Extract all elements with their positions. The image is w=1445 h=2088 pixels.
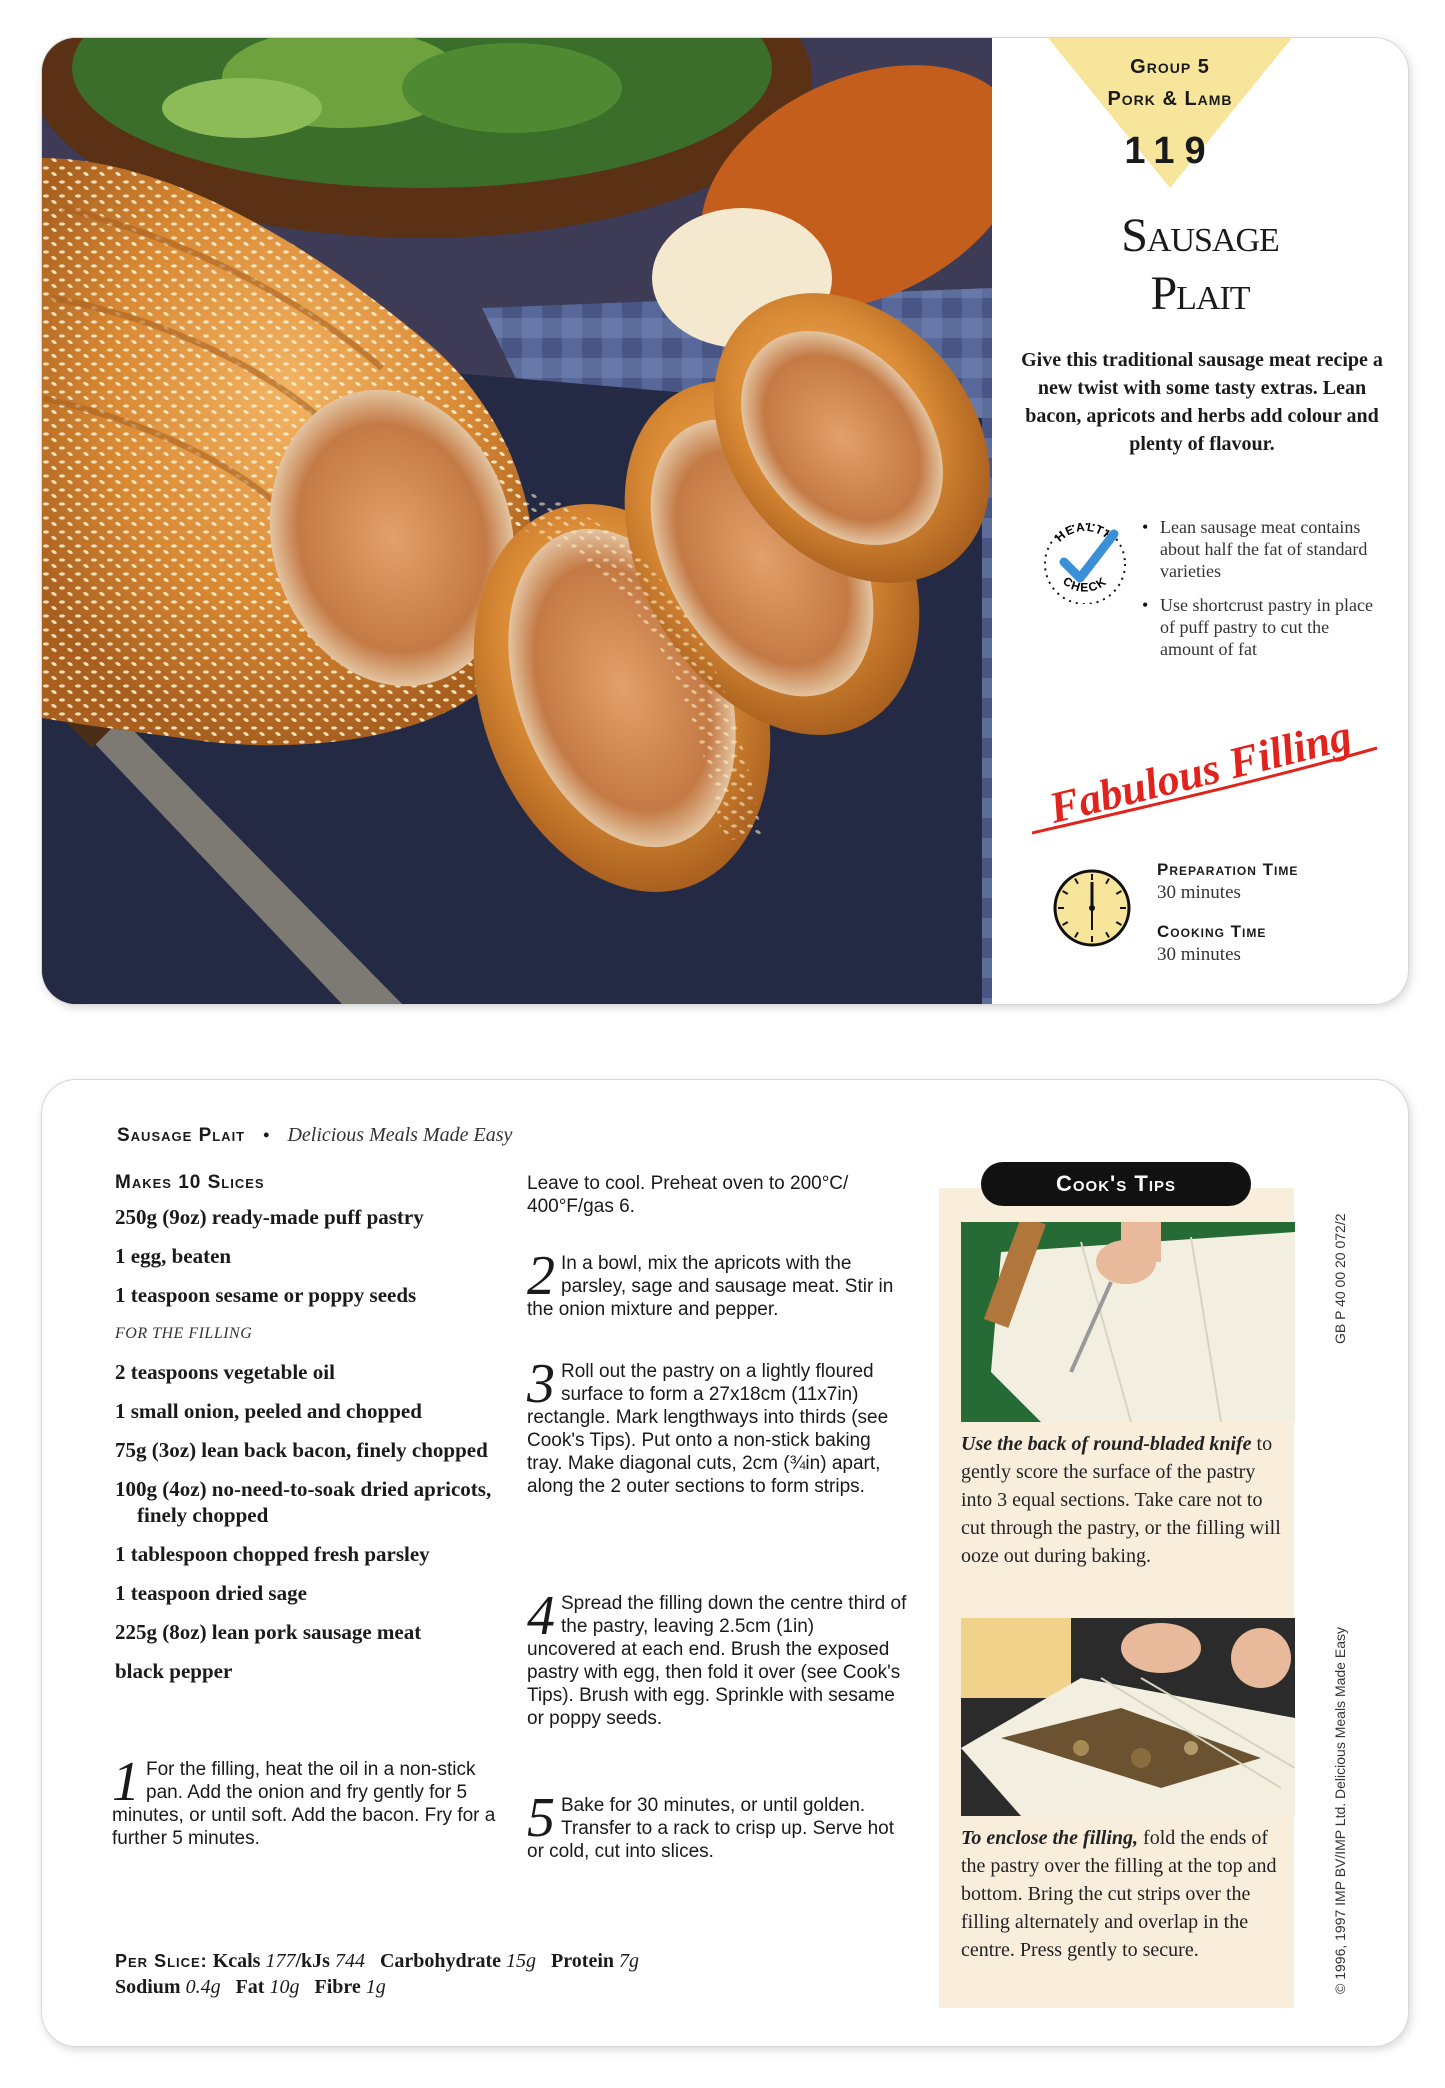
ingredients-column [115, 1172, 505, 1697]
step-text: For the filling, heat the oil in a non-stick pan. Add the onion and fry gently for 5 minutes, or until soft. Add the bacon. Fry for a further 5 minutes. [112, 1759, 496, 1849]
makes-label: Makes 10 Slices [115, 1172, 265, 1193]
ingredient-item: 100g (4oz) no-need-to-soak dried apricots, finely chopped [115, 1477, 492, 1527]
enclosing-filling-illustration [961, 1618, 1295, 1816]
recipe-intro: Give this traditional sausage meat recipe a new twist with some tasty extras. Lean bacon, apricots and herbs add colour and plenty of flavour. [1021, 349, 1383, 455]
cooks-tips-header: Cook's Tips [981, 1162, 1251, 1206]
nutrient-name: Sodium [115, 1976, 181, 1998]
product-code: GB P 40 00 20 072/2 [1332, 1213, 1348, 1344]
front-info-panel [992, 38, 1408, 1004]
ingredient-item: black pepper [115, 1659, 233, 1683]
nutrient-value: 0.4g [185, 1976, 221, 1998]
ingredient-item: 2 teaspoons vegetable oil [115, 1360, 335, 1384]
prep-time-value: 30 minutes [1157, 882, 1241, 903]
health-point: • Lean sausage meat contains about half the fat of standard varieties [1142, 516, 1382, 582]
back-header [117, 1124, 512, 1147]
step-number: 5 [527, 1787, 555, 1849]
nutrient-name: /kJs [295, 1950, 330, 1972]
nutrient-value: 744 [334, 1950, 365, 1972]
ingredient-item: 1 tablespoon chopped fresh parsley [115, 1542, 430, 1566]
ingredient-item: 1 teaspoon sesame or poppy seeds [115, 1283, 417, 1307]
tip-2-body: fold the ends of the pastry over the filling at the top and bottom. Bring the cut strips over the filling alternately and overlap in the centre. Press gently to secure. [961, 1827, 1277, 1961]
step-number: 1 [112, 1751, 140, 1813]
tip-2-text [961, 1824, 1291, 1964]
nutrient-value: 10g [269, 1976, 300, 1998]
copyright-text: © 1996, 1997 IMP BV/IMP Ltd. Delicious Meals Made Easy [1332, 1627, 1348, 1994]
ingredient-item: 225g (8oz) lean pork sausage meat [115, 1620, 422, 1644]
nutrient-value: 1g [365, 1976, 386, 1998]
nutrient-name: Carbohydrate [379, 1950, 502, 1972]
slogan-text: Fabulous Filling [1044, 710, 1357, 833]
step-number: 3 [527, 1353, 555, 1415]
tip-1-lead: Use the back of round-bladed knife [961, 1433, 1252, 1455]
method-step-1 [112, 1751, 497, 1850]
recipe-title-line1: Sausage [1121, 209, 1279, 262]
cook-time-value: 30 minutes [1157, 944, 1241, 965]
nutrition-info [115, 1948, 835, 2000]
step-text: Bake for 30 minutes, or until golden. Transfer to a rack to crisp up. Serve hot or cold, cut into slices. [527, 1795, 894, 1862]
group-category: Pork & Lamb [1107, 88, 1233, 110]
tip-2-lead: To enclose the filling, [961, 1827, 1139, 1849]
tip-photo-scoring [961, 1222, 1295, 1422]
recipe-card-back [42, 1080, 1408, 2046]
ingredient-item: 1 egg, beaten [115, 1244, 232, 1268]
step-text: Spread the filling down the centre third of the pastry, leaving 2.5cm (1in) uncovered at each end. Brush the exposed pastry with egg, then fold it over (see Cook's Tips). Brush with egg. Sprinkle with sesame or poppy seeds. [527, 1593, 907, 1729]
scoring-pastry-illustration [961, 1222, 1295, 1422]
step-number: 2 [527, 1245, 555, 1307]
ingredient-subheading: FOR THE FILLING [115, 1325, 253, 1342]
nutrient-value: 15g [506, 1950, 537, 1972]
ingredient-item: 250g (9oz) ready-made puff pastry [115, 1205, 424, 1229]
card-number: 119 [1124, 130, 1216, 172]
step-number: 4 [527, 1585, 555, 1647]
health-check-icon [1042, 518, 1128, 604]
method-step-5 [527, 1787, 907, 1863]
ingredient-item: 75g (3oz) lean back bacon, finely chopped [115, 1438, 488, 1462]
sausage-plait-photo [42, 38, 992, 1004]
nutrient-name: Fibre [314, 1976, 361, 1998]
health-point: • Use shortcrust pastry in place of puff pastry to cut the amount of fat [1142, 594, 1382, 660]
step-text: In a bowl, mix the apricots with the parsley, sage and sausage meat. Stir in the onion mixture and pepper. [527, 1253, 894, 1320]
tip-1-text [961, 1430, 1291, 1570]
badge-bottom-text: CHECK [1060, 573, 1110, 595]
cooks-tips-panel [939, 1171, 1294, 2008]
method-step-1-continued [527, 1172, 907, 1218]
clock-icon [1052, 868, 1132, 948]
ingredient-list [115, 1204, 505, 1684]
nutrient-name: Fat [235, 1976, 265, 1998]
cook-time-label: Cooking Time [1157, 922, 1267, 941]
method-step-4 [527, 1585, 907, 1730]
nutrient-value: 7g [619, 1950, 639, 1972]
nutrient-name: Protein [551, 1950, 614, 1972]
ingredient-item: 1 teaspoon dried sage [115, 1581, 307, 1605]
method-step-3 [527, 1353, 907, 1498]
step-text: Leave to cool. Preheat oven to 200°C/ 400°F/gas 6. [527, 1173, 849, 1217]
slogan-banner [1012, 708, 1392, 838]
health-points [1142, 516, 1382, 672]
tip-photo-enclosing [961, 1618, 1295, 1816]
badge-top-text: HEALTH [1052, 519, 1118, 545]
ingredient-item: 1 small onion, peeled and chopped [115, 1399, 422, 1423]
series-name: Delicious Meals Made Easy [287, 1124, 513, 1146]
recipe-card-front [42, 38, 1408, 1004]
header-bullet: • [263, 1125, 270, 1145]
food-illustration [42, 38, 992, 1004]
tip-1-body: to gently score the surface of the pastry into 3 equal sections. Take care not to cut through the pastry, or the filling will ooze out during baking. [961, 1433, 1281, 1567]
recipe-title-line2: Plait [1150, 267, 1250, 320]
step-text: Roll out the pastry on a lightly floured surface to form a 27x18cm (11x7in) rectangle. Mark lengthways into thirds (see Cook's Tips). Put onto a non-stick baking tray. Make diagonal cuts, 2cm (¾in) apart, along the 2 outer sections to form strips. [527, 1361, 889, 1497]
method-step-2 [527, 1245, 907, 1321]
nutrition-label: Per Slice: [115, 1951, 208, 1971]
group-label: Group 5 [1130, 56, 1210, 78]
nutrient-value: 177 [265, 1950, 296, 1972]
back-title: Sausage Plait [117, 1125, 246, 1146]
nutrient-name: Kcals [212, 1950, 261, 1972]
prep-time-label: Preparation Time [1157, 860, 1299, 879]
